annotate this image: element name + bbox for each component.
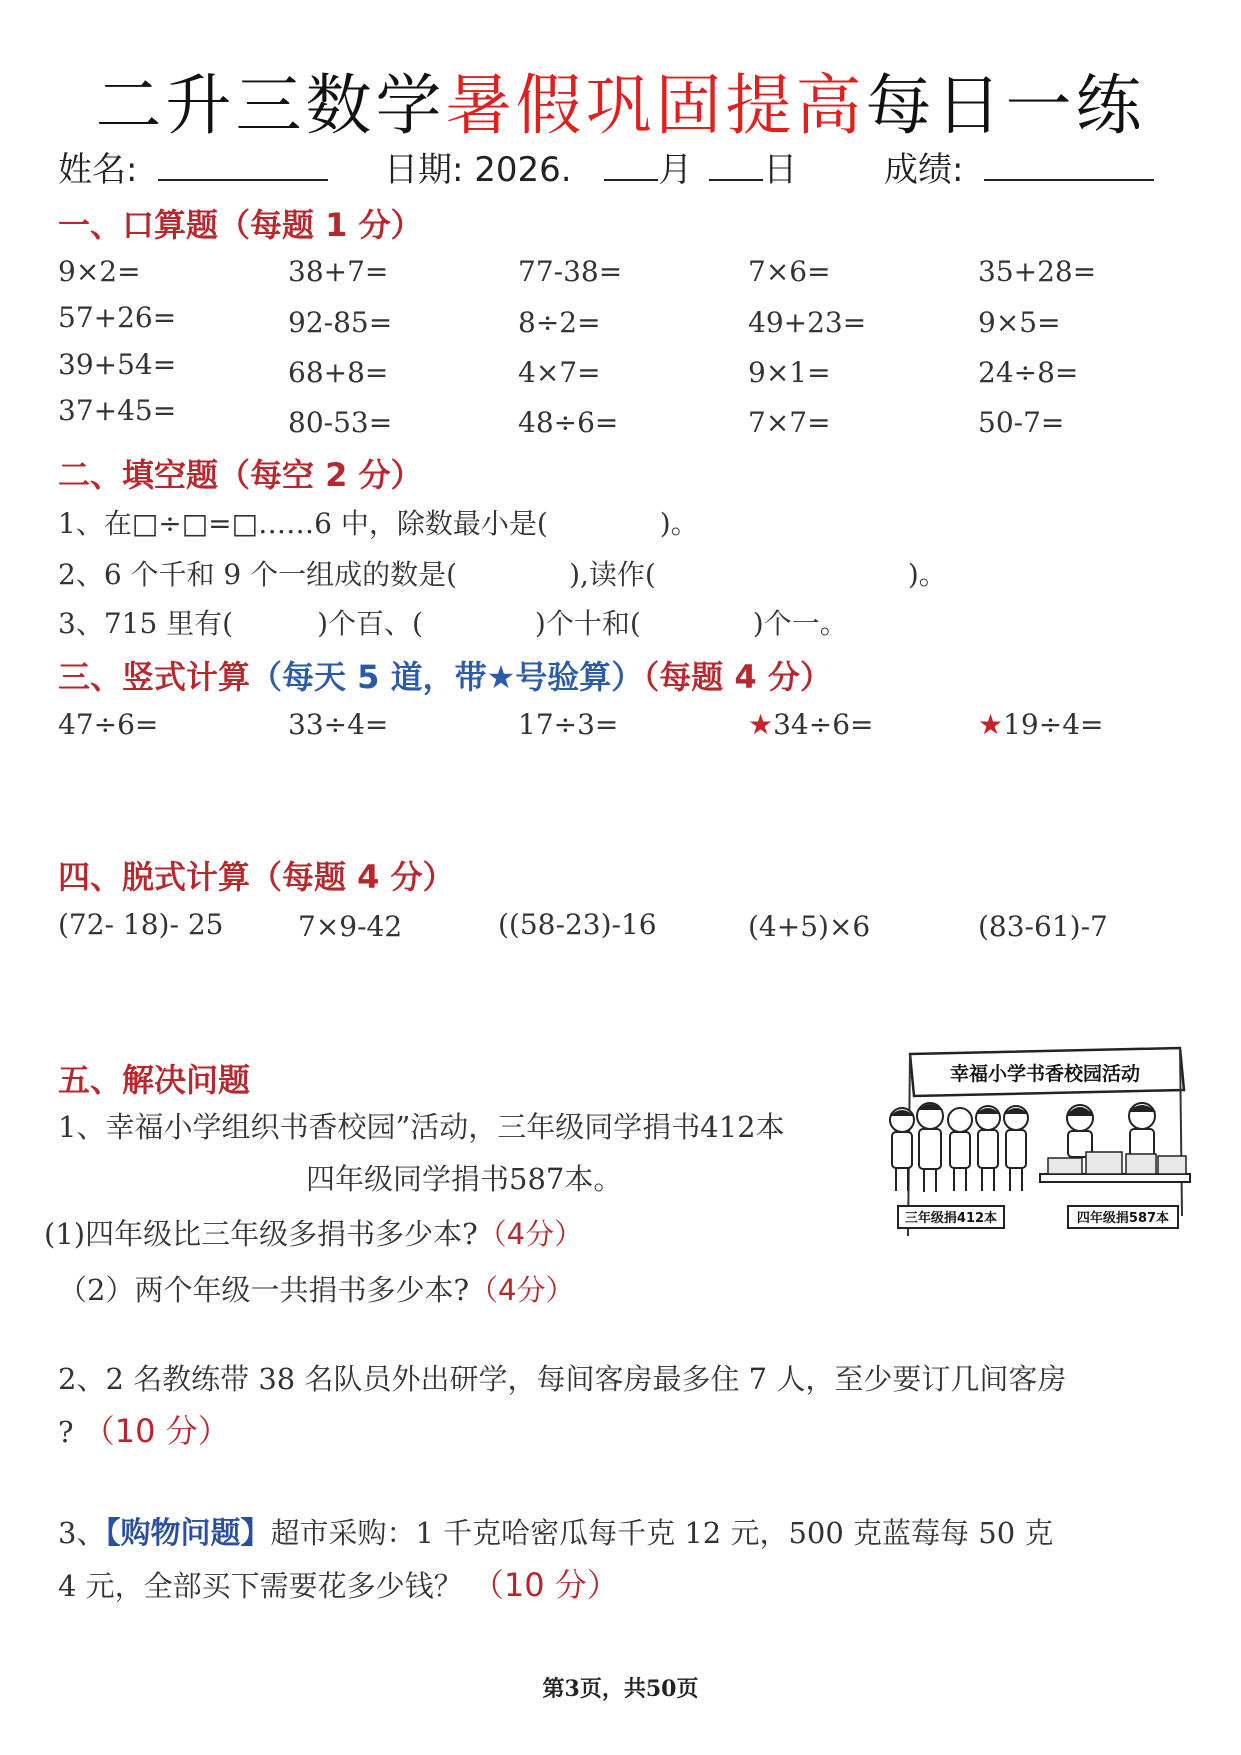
name-blank[interactable]: [158, 173, 328, 181]
problem3-points: （10 分）: [471, 1566, 619, 1604]
problem1-q1: [44, 1212, 583, 1253]
name-label: 姓名:: [58, 150, 138, 190]
s1-r1-c4: 9×5=: [978, 306, 1061, 339]
name-field: [58, 142, 328, 191]
problem3-line2-text: 4 元，全部买下需要花多少钱？: [58, 1569, 463, 1603]
section3-title: [58, 652, 832, 698]
problem2-points: （10 分）: [82, 1412, 230, 1450]
date-label: 日期: 2026.: [384, 150, 572, 190]
section5-title: 五、解决问题: [58, 1061, 251, 1099]
label-grade4: 四年级捐587本: [1076, 1211, 1170, 1226]
s1-r3-c4: 50-7=: [978, 406, 1065, 439]
s1-r2-c1: 68+8=: [288, 356, 389, 389]
problem1-q2-text: （2）两个年级一共捐书多少本?: [58, 1273, 469, 1307]
score-field: [884, 142, 1154, 191]
section3-title-note: （每天 5 道，带★号验算）: [250, 658, 644, 696]
section3-title-pts: （每题 4 分）: [643, 658, 832, 696]
problem3-tag: 【购物问题】: [105, 1516, 271, 1551]
vertical-calc-4-text: 34÷6=: [773, 708, 874, 741]
problem3-line2: [58, 1560, 619, 1606]
vertical-calc-5-text: 19÷4=: [1003, 708, 1104, 741]
s1-r1-c2: 8÷2=: [518, 306, 601, 339]
s1-r2-c0: 39+54=: [58, 348, 177, 381]
problem1-line1: 1、幸福小学组织书香校园”活动，三年级同学捐书412本: [58, 1110, 785, 1144]
problem2-line1: 2、2 名教练带 38 名队员外出研学，每间客房最多住 7 人，至少要订几间客房: [58, 1362, 1067, 1396]
problem1-q2: [58, 1268, 574, 1309]
problem2-line2: [58, 1406, 230, 1452]
title-part1: 二升三数学: [95, 67, 446, 144]
s1-r2-c4: 24÷8=: [978, 356, 1079, 389]
s1-r0-c1: 38+7=: [288, 255, 389, 288]
section3-title-main: 三、竖式计算: [58, 658, 251, 696]
s1-r1-c0: 57+26=: [58, 301, 177, 334]
stepwise-calc-5: (83-61)-7: [978, 910, 1108, 943]
section4-title: 四、脱式计算（每题 4 分）: [58, 858, 455, 896]
problem3-prefix: 3、: [58, 1516, 106, 1550]
banner-text: 幸福小学书香校园活动: [949, 1063, 1141, 1085]
s1-r0-c3: 7×6=: [748, 255, 831, 288]
s1-r0-c4: 35+28=: [978, 255, 1097, 288]
page-title: [0, 52, 1241, 147]
fill-item-1: 1、在□÷□=□……6 中，除数最小是( )。: [58, 507, 699, 540]
fill-item-2: 2、6 个千和 9 个一组成的数是( ),读作( )。: [58, 558, 947, 591]
month-label: 月: [658, 150, 693, 190]
stepwise-calc-2: 7×9-42: [298, 910, 403, 943]
stepwise-calc-1: (72- 18)- 25: [58, 908, 224, 941]
date-field: [384, 142, 797, 191]
problem1-q2-points: （4分）: [469, 1273, 575, 1307]
section1-title: 一、口算题（每题 1 分）: [58, 206, 423, 244]
s1-r2-c2: 4×7=: [518, 356, 601, 389]
problem1-q1-points: （4分）: [477, 1217, 584, 1251]
s1-r3-c2: 48÷6=: [518, 406, 619, 439]
vertical-calc-5: [978, 708, 1103, 741]
month-blank[interactable]: [604, 173, 658, 181]
s1-r1-c1: 92-85=: [288, 306, 393, 339]
s1-r0-c0: 9×2=: [58, 255, 141, 288]
problem1-line2: 四年级同学捐书587本。: [306, 1162, 623, 1196]
vertical-calc-2: 33÷4=: [288, 708, 389, 741]
stepwise-calc-4: (4+5)×6: [748, 910, 871, 943]
problem1-q1-text: (1)四年级比三年级多捐书多少本?: [44, 1217, 478, 1251]
s1-r1-c3: 49+23=: [748, 306, 867, 339]
vertical-calc-3: 17÷3=: [518, 708, 619, 741]
s1-r3-c0: 37+45=: [58, 394, 177, 427]
fill-item-3: 3、715 里有( )个百、( )个十和( )个一。: [58, 607, 848, 640]
day-blank[interactable]: [709, 173, 763, 181]
page-footer: 第3页，共50页: [542, 1676, 699, 1702]
s1-r3-c1: 80-53=: [288, 406, 393, 439]
star-icon: ★: [748, 708, 774, 741]
day-label: 日: [763, 150, 798, 190]
vertical-calc-4: [748, 708, 873, 741]
problem3-line1-text: 超市采购：1 千克哈密瓜每千克 12 元，500 克蓝莓每 50 克: [270, 1516, 1054, 1550]
s1-r3-c3: 7×7=: [748, 406, 831, 439]
vertical-calc-1: 47÷6=: [58, 708, 159, 741]
section2-title: 二、填空题（每空 2 分）: [58, 456, 423, 494]
book-donation-illustration: [880, 1046, 1192, 1246]
score-blank[interactable]: [984, 173, 1154, 181]
problem2-question-mark: ?: [58, 1415, 74, 1449]
star-icon: ★: [978, 708, 1004, 741]
problem3-line1: [58, 1508, 1053, 1552]
label-grade3: 三年级捐412本: [904, 1211, 998, 1226]
stepwise-calc-3: ((58-23)-16: [498, 908, 657, 941]
score-label: 成绩:: [884, 150, 964, 190]
s1-r0-c2: 77-38=: [518, 255, 623, 288]
s1-r2-c3: 9×1=: [748, 356, 831, 389]
title-part3: 每日一练: [865, 67, 1146, 144]
title-part2: 暑假巩固提高: [445, 67, 866, 144]
